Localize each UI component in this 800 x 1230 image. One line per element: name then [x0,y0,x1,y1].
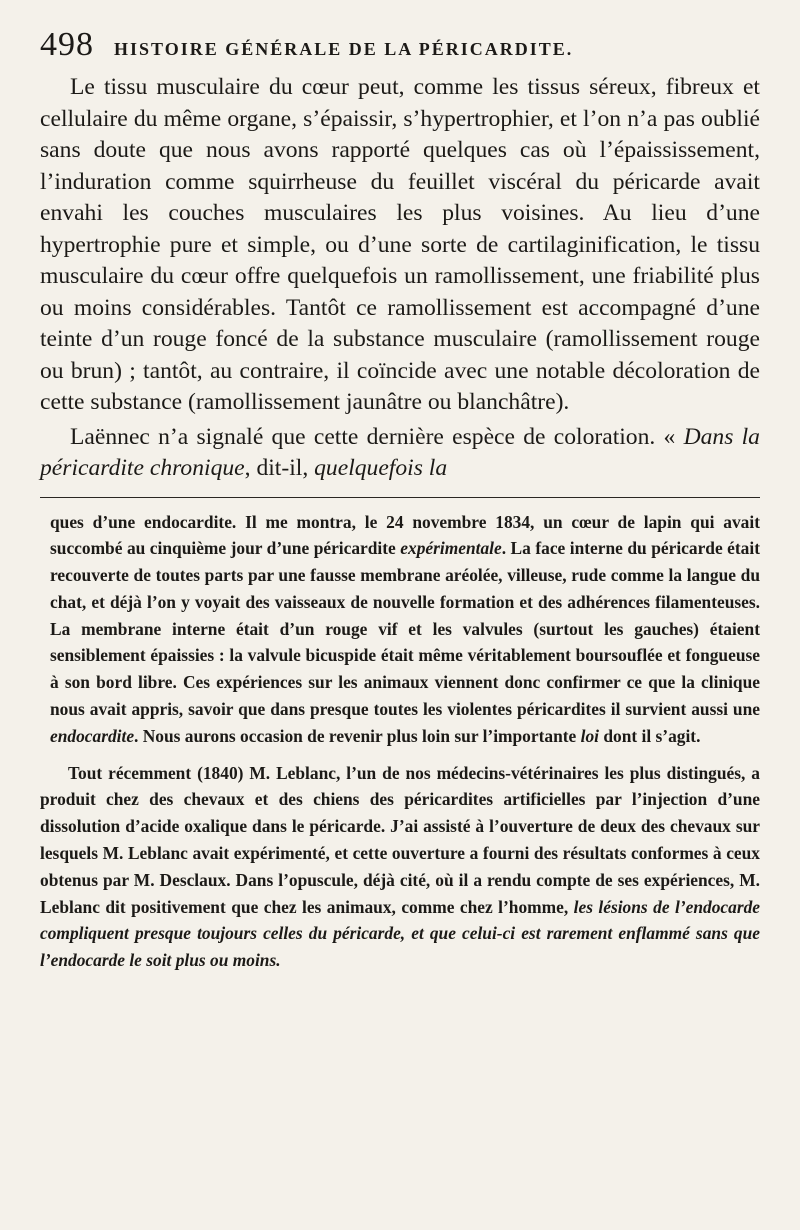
paragraph-2-quote-italic: Dans la péricardite chronique [40,423,760,481]
footnotes [40,509,760,975]
footnote-divider [40,497,760,498]
footnote-italic: loi [580,725,599,746]
main-text [40,72,760,485]
footnote-paragraph [40,760,760,974]
paragraph-2-text: Laënnec n’a signalé que cette dernière espèce de coloration. « [70,423,684,450]
running-title: HISTOIRE GÉNÉRALE DE LA PÉRICARDITE. [114,39,574,59]
page-number: 498 [40,26,94,63]
footnote-italic: expérimentale [400,538,502,559]
paragraph-2-quote-italic-end: quelquefois la [314,455,448,481]
paragraph-2-text-mid: , dit-il, [244,455,315,481]
footnote-italic: endocardite [50,725,135,746]
footnote-text: ques d’une endocardite. Il me montra, le 24 novembre 1834, un cœur de lapin qui avait succombé au cinquième jour d’une péricardite [50,511,760,559]
footnote-text: dont il s’agit. [598,725,701,746]
footnote-continued [40,509,760,750]
paragraph-2 [40,422,760,485]
footnote-text: . La face interne du péricarde était recouverte de toutes parts par une fausse membrane aréolée, villeuse, rude comme la langue du chat, et déjà l’on y voyait des vaisseaux de nouvelle formation et des adhérences filamenteuses. La membrane interne était d’un rouge vif et les valvules (surtout les gauches) étaient sensiblement épaissies : la valvule bicuspide était même véritablement boursouflée et fongueuse à son bord libre. Ces expériences sur les animaux viennent donc confirmer ce que la clinique nous avait appris, savoir que dans presque toutes les violentes péricardites il survient aussi une [50,538,760,720]
footnote-text: . Nous aurons occasion de revenir plus loin sur l’importante [134,725,581,746]
footnote-text: Tout récemment (1840) M. Leblanc, l’un de nos médecins-vétérinaires les plus distingués, a produit chez des chevaux et des chiens des péricardites artificielles par l’injection d’une dissolution d’acide oxalique dans le péricarde. J’ai assisté à l’ouverture de deux des chevaux sur lesquels M. Leblanc avait expérimenté, et cette ouverture a fourni des résultats conformes à ceux obtenus par M. Desclaux. Dans l’opuscule, déjà cité, où il a rendu compte de ses expériences, M. Leblanc dit positivement que chez les animaux, comme chez l’homme, [40,762,760,917]
page-header [40,26,760,72]
footnote-italic: les lésions de l’endocarde compliquent presque toujours celles du péricarde, et que celui-ci est rarement enflammé sans que l’endocarde le soit plus ou moins. [40,896,761,971]
paragraph-1: Le tissu musculaire du cœur peut, comme les tissus séreux, fibreux et cellulaire du même organe, s’épaissir, s’hypertrophier, et l’on n’a pas oublié sans doute que nous avons rapporté quelques cas où l’épaississement, l’induration comme squirrheuse du feuillet viscéral du péricarde avait envahi les couches musculaires les plus voisines. Au lieu d’une hypertrophie pure et simple, ou d’une sorte de cartilaginification, le tissu musculaire du cœur offre quelquefois un ramollissement, une friabilité plus ou moins considérables. Tantôt ce ramollissement est accompagné d’une teinte d’un rouge foncé de la substance musculaire (ramollissement rouge ou brun) ; tantôt, au contraire, il coïncide avec une notable décoloration de cette substance (ramollissement jaunâtre ou blanchâtre). [40,74,760,415]
